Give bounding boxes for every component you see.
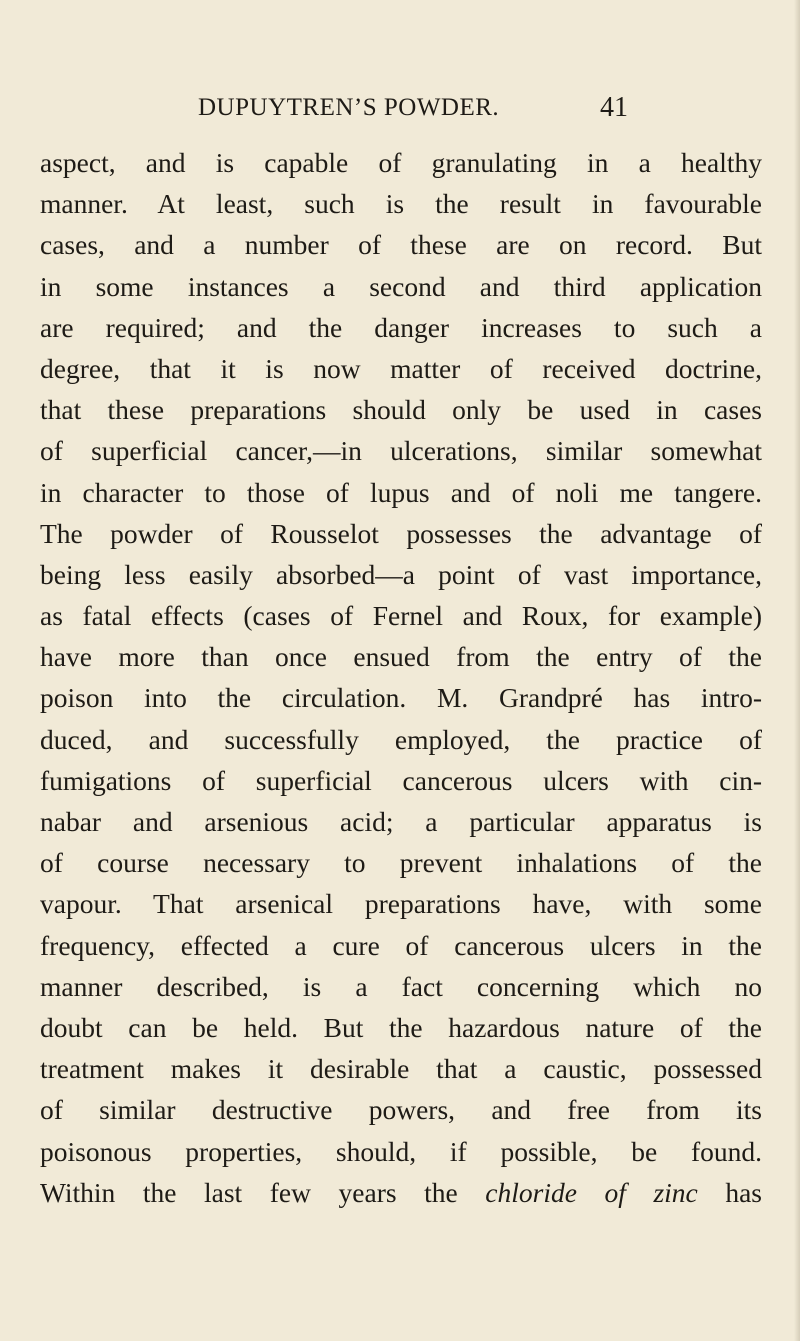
final-line-start: Within the last few years the <box>40 1176 486 1208</box>
running-head-title: DUPUYTREN’S POWDER. <box>198 94 500 121</box>
text-line: fumigations of superficial cancerous ulcers with cin- <box>40 764 762 796</box>
text-line: manner described, is a fact concerning which no <box>40 970 762 1002</box>
text-line: of similar destructive powers, and free from its <box>40 1094 762 1126</box>
text-line-final <box>40 1172 762 1213</box>
body-paragraph <box>40 142 762 1213</box>
emphasized-term: chloride of zinc <box>485 1176 698 1208</box>
page-edge-shadow <box>794 0 800 1341</box>
text-line: of course necessary to prevent inhalations of the <box>40 847 762 879</box>
text-line: treatment makes it desirable that a caustic, possessed <box>40 1053 762 1085</box>
text-line: in some instances a second and third application <box>40 270 762 302</box>
text-line: that these preparations should only be used in cases <box>40 394 762 426</box>
text-line: frequency, effected a cure of cancerous ulcers in the <box>40 929 762 961</box>
text-line: aspect, and is capable of granulating in a healthy <box>40 147 762 178</box>
text-line: The powder of Rousselot possesses the advantage of <box>40 517 762 549</box>
text-line: are required; and the danger increases to such a <box>40 311 762 343</box>
text-line: as fatal effects (cases of Fernel and Roux, for example) <box>40 600 762 632</box>
text-line: have more than once ensued from the entry of the <box>40 641 762 673</box>
final-line-end: has <box>697 1176 762 1208</box>
text-line: degree, that it is now matter of received doctrine, <box>40 352 762 384</box>
text-line: manner. At least, such is the result in favourable <box>40 188 762 220</box>
text-line: nabar and arsenious acid; a particular apparatus is <box>40 806 762 837</box>
text-line: poison into the circulation. M. Grandpré has intro- <box>40 682 762 714</box>
running-head <box>40 94 760 134</box>
text-line: doubt can be held. But the hazardous nature of the <box>40 1011 762 1043</box>
text-line: vapour. That arsenical preparations have, with some <box>40 888 762 920</box>
text-line: duced, and successfully employed, the practice of <box>40 723 762 755</box>
text-line: poisonous properties, should, if possible, be found. <box>40 1135 762 1167</box>
text-line: cases, and a number of these are on record. But <box>40 229 762 261</box>
text-line: in character to those of lupus and of noli me tangere. <box>40 476 762 508</box>
text-line: of superficial cancer,—in ulcerations, similar somewhat <box>40 435 762 467</box>
page-number: 41 <box>600 92 628 123</box>
text-line: being less easily absorbed—a point of vast importance, <box>40 558 762 590</box>
